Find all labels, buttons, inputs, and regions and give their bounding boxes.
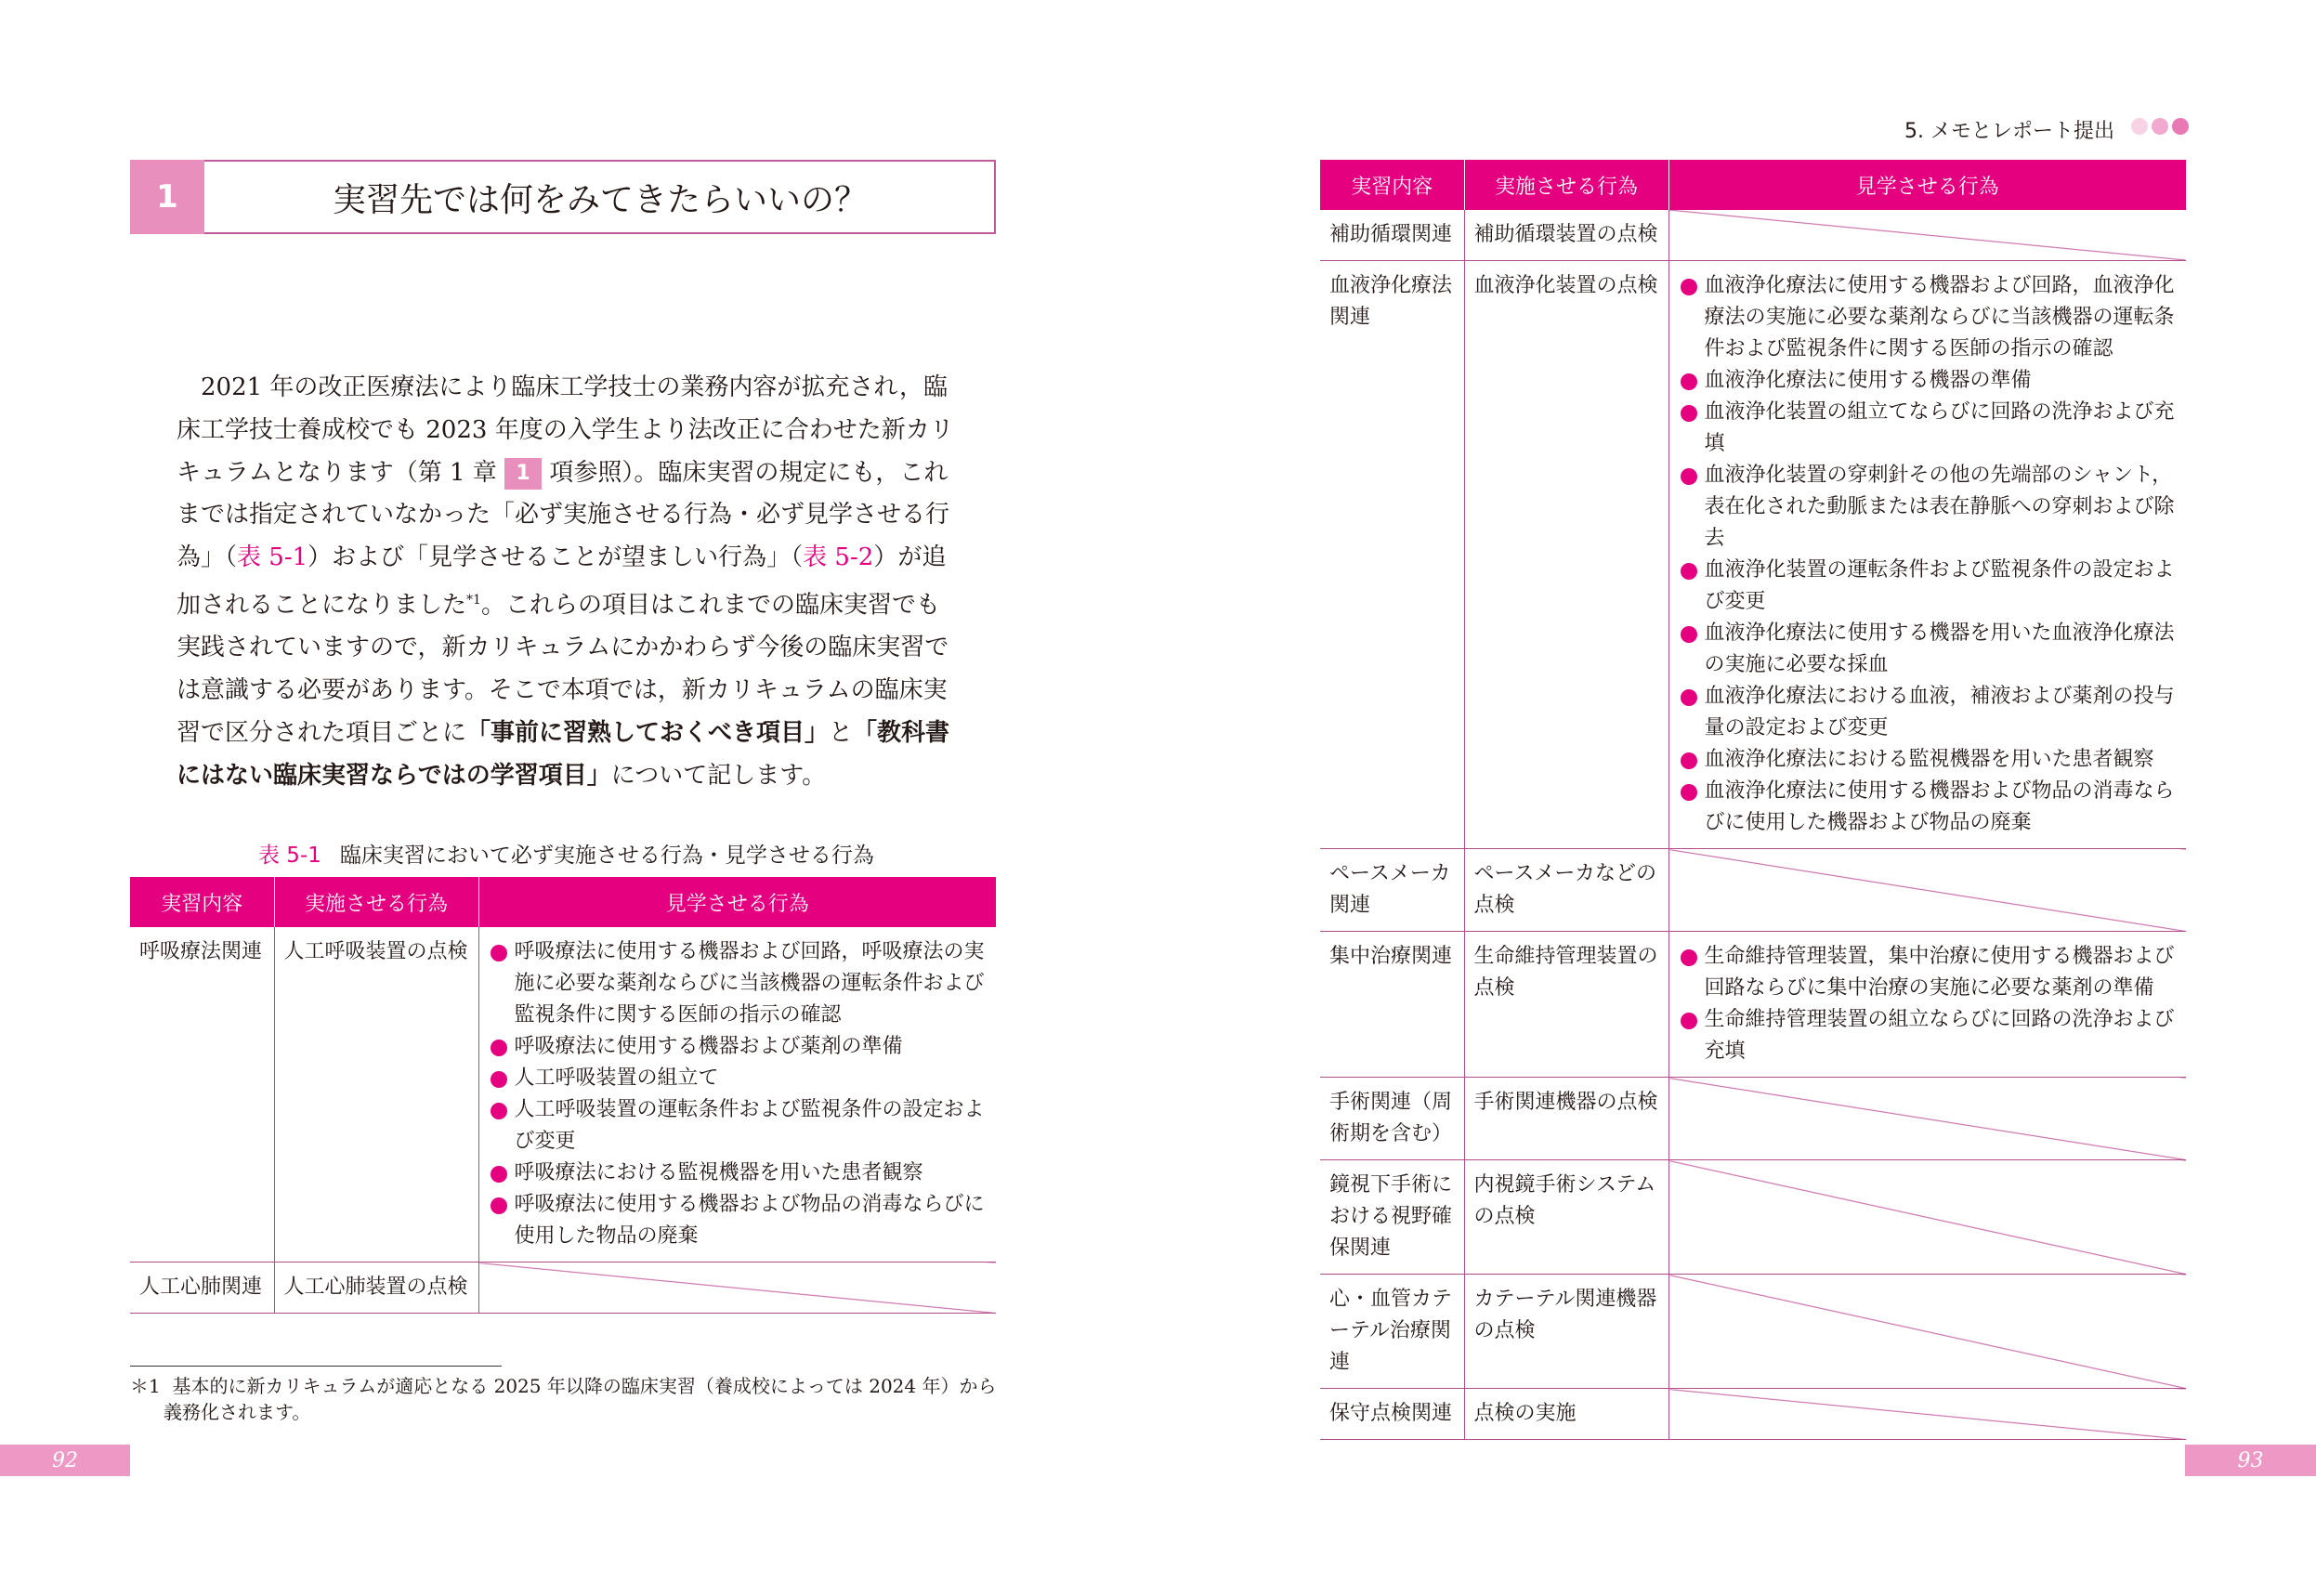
running-head: 5. メモとレポート提出 bbox=[1904, 120, 2114, 143]
observe-item: 呼吸療法に使用する機器および薬剤の準備 bbox=[489, 1031, 988, 1063]
section-title: 実習先では何をみてきたらいいの？ bbox=[332, 180, 868, 219]
table-5-1-left bbox=[130, 877, 996, 1314]
observe-item: 人工呼吸装置の組立て bbox=[489, 1063, 988, 1094]
cell-action: 人工呼吸装置の点検 bbox=[274, 927, 478, 1262]
cell-content: 血液浄化療法関連 bbox=[1320, 261, 1464, 849]
observe-item: 血液浄化装置の運転条件および監視条件の設定および変更 bbox=[1679, 555, 2178, 618]
footnote: ＊1 基本的に新カリキュラムが適応となる 2025 年以降の臨床実習（養成校によっては 2024 年）から義務化されます。 bbox=[130, 1375, 997, 1423]
table-row bbox=[1320, 210, 2186, 261]
cell-observe bbox=[1668, 261, 2186, 849]
observe-item: 呼吸療法に使用する機器および物品の消毒ならびに使用した物品の廃棄 bbox=[489, 1189, 988, 1252]
chapter-ref-badge: 1 bbox=[504, 458, 542, 490]
cell-content: 心・血管カテーテル治療関連 bbox=[1320, 1275, 1464, 1389]
cell-observe-empty bbox=[1668, 1160, 2186, 1275]
cell-observe bbox=[478, 927, 996, 1262]
observe-item: 人工呼吸装置の運転条件および監視条件の設定および変更 bbox=[489, 1094, 988, 1158]
cell-content: 保守点検関連 bbox=[1320, 1389, 1464, 1440]
cell-action: 手術関連機器の点検 bbox=[1464, 1078, 1668, 1160]
cell-action: ペースメーカなどの点検 bbox=[1464, 849, 1668, 932]
cell-action: 血液浄化装置の点検 bbox=[1464, 261, 1668, 849]
table-header-row bbox=[1320, 160, 2186, 210]
cell-action: 生命維持管理装置の点検 bbox=[1464, 932, 1668, 1078]
table-row bbox=[1320, 1078, 2186, 1160]
observe-item: 生命維持管理装置の組立ならびに回路の洗浄および充填 bbox=[1679, 1004, 2178, 1067]
cell-observe-empty bbox=[1668, 1078, 2186, 1160]
decor-dot-3 bbox=[2172, 118, 2189, 135]
header-observe: 見学させる行為 bbox=[1668, 160, 2186, 210]
decor-dot-1 bbox=[2131, 118, 2148, 135]
table-ref-5-2[interactable]: 表 5-2 bbox=[803, 543, 874, 572]
observe-item: 呼吸療法に使用する機器および回路，呼吸療法の実施に必要な薬剤ならびに当該機器の運転条件および監視条件に関する医師の指示の確認 bbox=[489, 936, 988, 1031]
decor-dot-2 bbox=[2152, 118, 2168, 135]
table-row bbox=[130, 1262, 996, 1314]
cell-content: ペースメーカ関連 bbox=[1320, 849, 1464, 932]
observe-item: 血液浄化療法に使用する機器および物品の消毒ならびに使用した機器および物品の廃棄 bbox=[1679, 776, 2178, 839]
table-row bbox=[130, 927, 996, 1262]
observe-item: 血液浄化療法における監視機器を用いた患者観察 bbox=[1679, 744, 2178, 776]
observe-list bbox=[489, 936, 988, 1252]
cell-action: 内視鏡手術システムの点検 bbox=[1464, 1160, 1668, 1275]
table-row bbox=[1320, 1389, 2186, 1440]
cell-action: 補助循環装置の点検 bbox=[1464, 210, 1668, 261]
observe-item: 血液浄化療法に使用する機器を用いた血液浄化療法の実施に必要な採血 bbox=[1679, 618, 2178, 681]
header-content: 実習内容 bbox=[1320, 160, 1464, 210]
observe-item: 血液浄化装置の穿刺針その他の先端部のシャント，表在化された動脈または表在静脈への穿刺および除去 bbox=[1679, 460, 2178, 555]
cell-content: 呼吸療法関連 bbox=[130, 927, 274, 1262]
cell-observe-empty bbox=[478, 1262, 996, 1314]
cell-content: 手術関連（周術期を含む） bbox=[1320, 1078, 1464, 1160]
table-row bbox=[1320, 849, 2186, 932]
table-caption: 表 5-1 臨床実習において必ず実施させる行為・見学させる行為 bbox=[258, 844, 874, 868]
observe-item: 呼吸療法における監視機器を用いた患者観察 bbox=[489, 1158, 988, 1189]
cell-observe bbox=[1668, 932, 2186, 1078]
table-row bbox=[1320, 1275, 2186, 1389]
cell-observe-empty bbox=[1668, 210, 2186, 261]
cell-action: 人工心肺装置の点検 bbox=[274, 1262, 478, 1314]
observe-item: 血液浄化療法に使用する機器および回路，血液浄化療法の実施に必要な薬剤ならびに当該機器の運転条件および監視条件に関する医師の指示の確認 bbox=[1679, 270, 2178, 365]
observe-item: 血液浄化療法における血液，補液および薬剤の投与量の設定および変更 bbox=[1679, 681, 2178, 744]
observe-list bbox=[1679, 270, 2178, 839]
header-content: 実習内容 bbox=[130, 877, 274, 927]
cell-content: 補助循環関連 bbox=[1320, 210, 1464, 261]
cell-content: 人工心肺関連 bbox=[130, 1262, 274, 1314]
body-paragraph: 2021 年の改正医療法により臨床工学技士の業務内容が拡充され，臨床工学技士養成校でも 2023 年度の入学生より法改正に合わせた新カリキュラムとなります（第 1 章 1 項参照）。臨床実習の規定にも，これまでは指定されていなかった「必ず実施させる行為・必ず見学させる行為」（表 5-1）および「見学させることが望ましい行為」（表 5-2）が追加されることになりました$^{*1}$。これらの項目はこれまでの臨床実習でも実践されていますので，新カリキュラムにかかわらず今後の臨床実習では意識する必要があります。そこで本項では，新カリキュラムの臨床実習で区分された項目ごとに「事前に習熟しておくべき項目」と「教科書にはない臨床実習ならではの学習項目」について記します。 bbox=[177, 373, 954, 790]
header-observe: 見学させる行為 bbox=[478, 877, 996, 927]
footnote-rule bbox=[130, 1366, 502, 1367]
footnote-mark[interactable]: *1 bbox=[466, 592, 481, 608]
table-5-1-right bbox=[1320, 160, 2186, 1440]
cell-action: 点検の実施 bbox=[1464, 1389, 1668, 1440]
observe-item: 生命維持管理装置，集中治療に使用する機器および回路ならびに集中治療の実施に必要な薬剤の準備 bbox=[1679, 941, 2178, 1004]
observe-list bbox=[1679, 941, 2178, 1067]
section-number: 1 bbox=[130, 160, 204, 234]
observe-item: 血液浄化装置の組立てならびに回路の洗浄および充填 bbox=[1679, 397, 2178, 460]
cell-content: 集中治療関連 bbox=[1320, 932, 1464, 1078]
cell-observe-empty bbox=[1668, 1389, 2186, 1440]
observe-item: 血液浄化療法に使用する機器の準備 bbox=[1679, 365, 2178, 397]
table-header-row bbox=[130, 877, 996, 927]
table-row bbox=[1320, 261, 2186, 849]
cell-observe-empty bbox=[1668, 1275, 2186, 1389]
header-action: 実施させる行為 bbox=[1464, 160, 1668, 210]
table-row bbox=[1320, 1160, 2186, 1275]
table-row bbox=[1320, 932, 2186, 1078]
page-number-right: 93 bbox=[2185, 1445, 2316, 1476]
header-action: 実施させる行為 bbox=[274, 877, 478, 927]
page-number-left: 92 bbox=[0, 1445, 130, 1476]
table-ref-5-1[interactable]: 表 5-1 bbox=[237, 543, 308, 572]
cell-content: 鏡視下手術における視野確保関連 bbox=[1320, 1160, 1464, 1275]
cell-observe-empty bbox=[1668, 849, 2186, 932]
cell-action: カテーテル関連機器の点検 bbox=[1464, 1275, 1668, 1389]
